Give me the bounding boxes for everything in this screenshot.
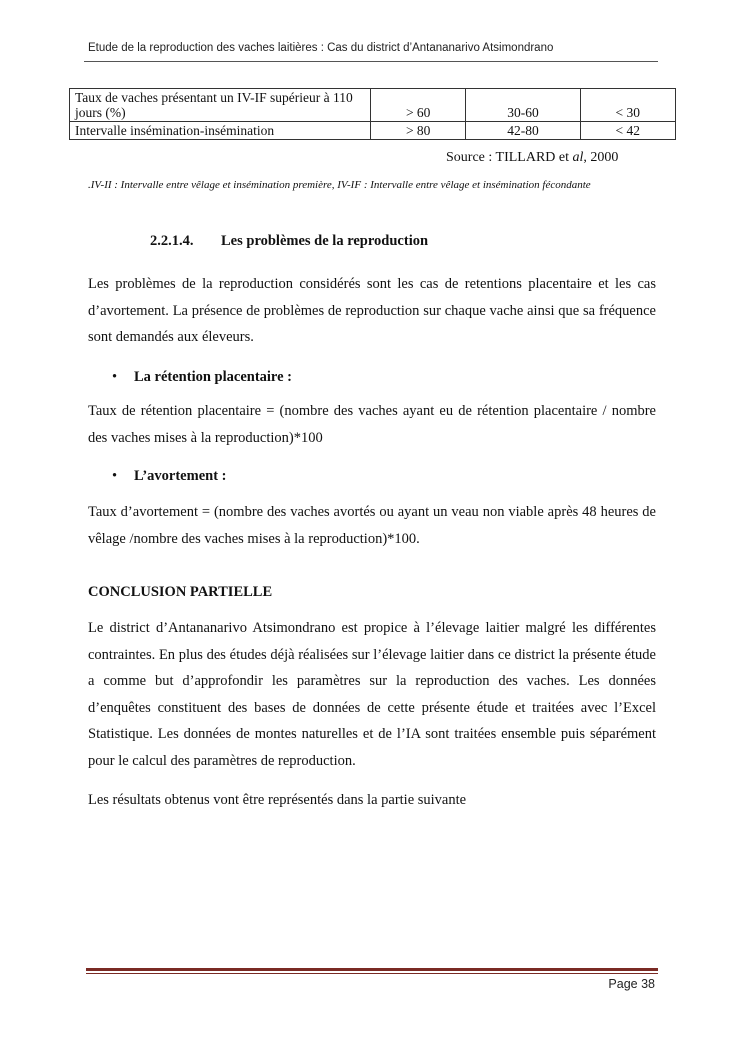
cell-value: > 80 bbox=[371, 122, 466, 140]
source-prefix: Source : TILLARD et bbox=[446, 150, 573, 165]
page-number: Page 38 bbox=[608, 977, 655, 991]
header-rule bbox=[84, 61, 658, 62]
section-number: 2.2.1.4. bbox=[150, 233, 194, 249]
running-header: Etude de la reproduction des vaches laitières : Cas du district d’Antananarivo Atsimondrano bbox=[88, 42, 554, 54]
row-label: Intervalle insémination-insémination bbox=[70, 122, 371, 140]
bullet-dot-icon: • bbox=[112, 468, 118, 484]
conclusion-paragraph: Le district d’Antananarivo Atsimondrano est propice à l’élevage laitier malgré les différentes contraintes. En plus des études déjà réalisées sur l’élevage laitier dans ce district la présente étude a comme but d’approfondir les paramètres sur la reproduction des vaches. Les données d’enquêtes constituent des bases de données de cette présente étude et traitées avec l’Excel Statistique. Les données de montes naturelles et de l’IA sont traitées ensemble puis séparément pour le calcul des paramètres de reproduction. bbox=[88, 620, 656, 769]
table-source bbox=[446, 150, 618, 166]
abbreviation-notes: .IV-II : Intervalle entre vêlage et insémination première, IV-IF : Intervalle entre vêlage et insémination fécondante bbox=[88, 179, 591, 191]
footer-rule bbox=[86, 968, 658, 971]
intro-paragraph: Les problèmes de la reproduction considérés sont les cas de retentions placentaire et les cas d’avortement. La présence de problèmes de reproduction sur chaque vache ainsi que sa fréquence sont demandés aux éleveurs. bbox=[88, 276, 656, 345]
criteria-table bbox=[69, 88, 676, 140]
bullet-label: L’avortement : bbox=[134, 468, 227, 484]
cell-value: 30-60 bbox=[466, 89, 580, 122]
section-title: Les problèmes de la reproduction bbox=[221, 233, 429, 249]
source-suffix: , 2000 bbox=[583, 150, 619, 165]
source-italic: al bbox=[572, 150, 584, 165]
cell-value: < 30 bbox=[580, 89, 675, 122]
table-row bbox=[70, 89, 676, 122]
bullet-retention bbox=[112, 369, 292, 386]
conclusion-title: CONCLUSION PARTIELLE bbox=[88, 584, 273, 600]
cell-value: > 60 bbox=[371, 89, 466, 122]
section-heading bbox=[150, 233, 428, 250]
table-row bbox=[70, 122, 676, 140]
bullet-abortion bbox=[112, 468, 226, 485]
bullet-label: La rétention placentaire : bbox=[134, 369, 292, 385]
footer-rule-thin bbox=[86, 973, 658, 974]
cell-value: < 42 bbox=[580, 122, 675, 140]
bullet-dot-icon: • bbox=[112, 369, 118, 385]
row-label: Taux de vaches présentant un IV-IF supérieur à 110 jours (%) bbox=[70, 89, 371, 122]
cell-value: 42-80 bbox=[466, 122, 580, 140]
retention-formula: Taux de rétention placentaire = (nombre des vaches ayant eu de rétention placentaire / nombre des vaches mises à la reproduction)*100 bbox=[88, 403, 656, 446]
closing-sentence: Les résultats obtenus vont être représentés dans la partie suivante bbox=[88, 792, 467, 808]
abortion-formula: Taux d’avortement = (nombre des vaches avortés ou ayant un veau non viable après 48 heures de vêlage /nombre des vaches mises à la reproduction)*100. bbox=[88, 504, 656, 547]
